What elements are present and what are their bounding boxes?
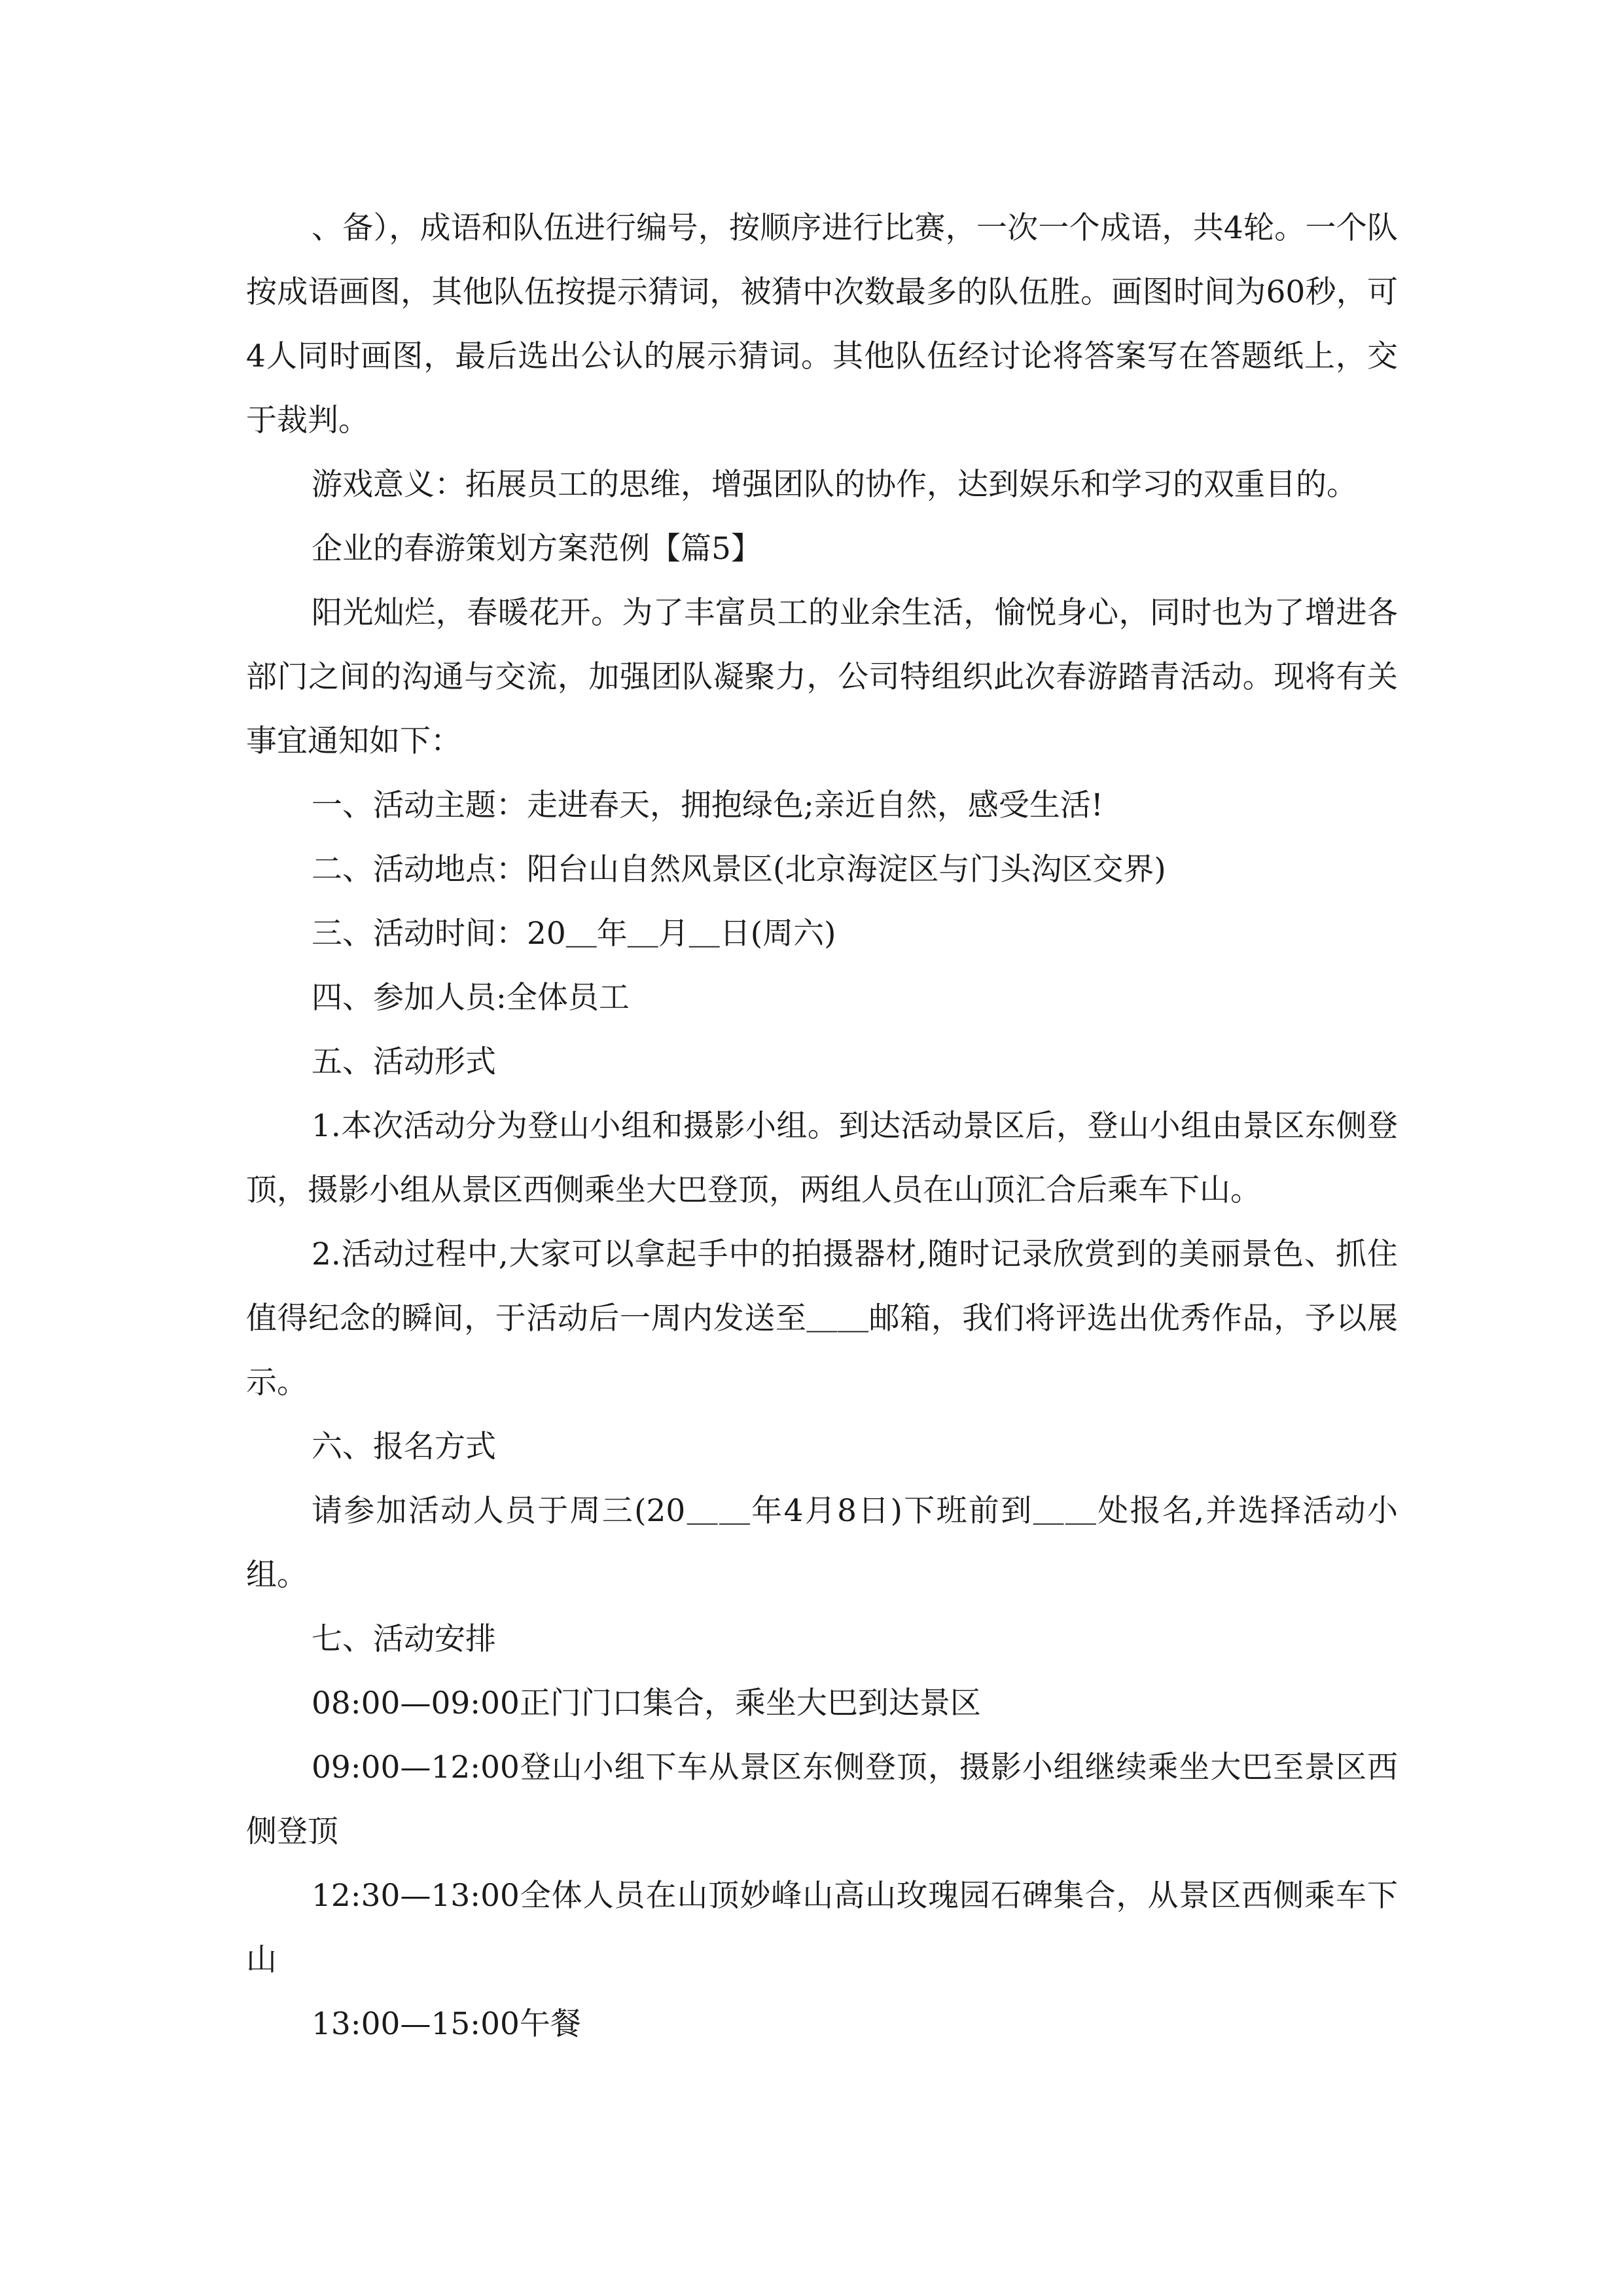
item-activity-time: 三、活动时间：20＿年＿月＿日(周六) — [312, 916, 836, 952]
heading-schedule: 七、活动安排 — [312, 1621, 496, 1657]
schedule-item: 13:00—15:00午餐 — [312, 2006, 581, 2042]
item-activity-theme: 一、活动主题：走进春天，拥抱绿色;亲近自然，感受生活! — [312, 787, 1103, 823]
section-title-plan-5: 企业的春游策划方案范例【篇5】 — [312, 531, 762, 567]
heading-activity-form: 五、活动形式 — [312, 1044, 496, 1080]
heading-registration: 六、报名方式 — [312, 1429, 496, 1465]
item-participants: 四、参加人员:全体员工 — [312, 980, 630, 1016]
paragraph-registration: 请参加活动人员于周三(20＿＿年4月8日)下班前到＿＿处报名,并选择活动小组。 — [246, 1493, 1398, 1593]
schedule-item: 08:00—09:00正门门口集合，乘坐大巴到达景区 — [312, 1685, 981, 1721]
schedule-item: 12:30—13:00全体人员在山顶妙峰山高山玫瑰园石碑集合，从景区西侧乘车下山 — [246, 1878, 1398, 1978]
paragraph-game-rules: 、备），成语和队伍进行编号，按顺序进行比赛，一次一个成语，共4轮。一个队按成语画图，其他队伍按提示猜词，被猜中次数最多的队伍胜。画图时间为60秒，可4人同时画图，最后选出公认的展示猜词。其他队伍经讨论将答案写在答题纸上，交于裁判。 — [246, 210, 1398, 439]
paragraph-form-2: 2.活动过程中,大家可以拿起手中的拍摄器材,随时记录欣赏到的美丽景色、抓住值得纪念的瞬间，于活动后一周内发送至＿＿邮箱，我们将评选出优秀作品，予以展示。 — [246, 1236, 1398, 1401]
item-activity-location: 二、活动地点：阳台山自然风景区(北京海淀区与门头沟区交界) — [312, 852, 1166, 888]
paragraph-form-1: 1.本次活动分为登山小组和摄影小组。到达活动景区后，登山小组由景区东侧登顶，摄影小组从景区西侧乘坐大巴登顶，两组人员在山顶汇合后乘车下山。 — [246, 1108, 1398, 1208]
paragraph-game-meaning: 游戏意义：拓展员工的思维，增强团队的协作，达到娱乐和学习的双重目的。 — [312, 467, 1357, 503]
paragraph-intro: 阳光灿烂，春暖花开。为了丰富员工的业余生活，愉悦身心，同时也为了增进各部门之间的沟通与交流，加强团队凝聚力，公司特组织此次春游踏青活动。现将有关事宜通知如下： — [246, 595, 1398, 759]
document-body — [246, 196, 1398, 2056]
schedule-item: 09:00—12:00登山小组下车从景区东侧登顶，摄影小组继续乘坐大巴至景区西侧登顶 — [246, 1749, 1398, 1850]
